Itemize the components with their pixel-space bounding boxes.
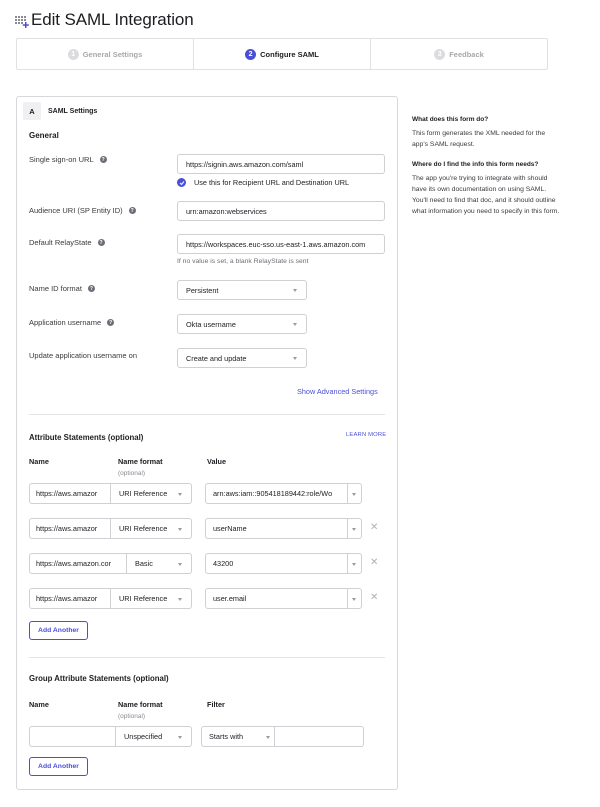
attribute-format-value: URI Reference	[119, 489, 168, 498]
chevron-down-icon	[266, 736, 270, 739]
chevron-down-icon	[293, 323, 297, 326]
app-username-label-text: Application username	[29, 318, 102, 327]
wizard-stepper	[16, 38, 548, 70]
step-label: General Settings	[82, 49, 143, 59]
recipient-url-checkbox-row[interactable]	[177, 178, 349, 187]
attribute-format-value: Basic	[135, 559, 153, 568]
step-configure-saml[interactable]	[194, 39, 371, 69]
help-answer-2: The app you're trying to integrate with should have its own documentation on using SAML. You'll need to find that doc, and it should outline what information you need to specify in this form.	[412, 175, 560, 215]
chevron-down-icon	[178, 528, 182, 531]
group-col-name: Name	[29, 700, 49, 709]
divider	[29, 657, 385, 658]
relay-state-hint: If no value is set, a blank RelayState is sent	[177, 258, 309, 265]
col-name: Name	[29, 457, 49, 466]
chevron-down-icon	[178, 598, 182, 601]
app-username-select[interactable]	[177, 314, 307, 334]
attribute-name-input[interactable]: https://aws.amazon.cor	[29, 553, 127, 574]
attribute-format-select[interactable]	[127, 553, 192, 574]
chevron-down-icon	[352, 563, 356, 566]
group-format-select[interactable]	[116, 726, 192, 747]
name-id-format-label-text: Name ID format	[29, 284, 82, 293]
sso-url-label-text: Single sign-on URL	[29, 155, 94, 164]
attribute-value-dropdown[interactable]	[347, 518, 362, 539]
col-name-format: Name format	[118, 457, 163, 466]
help-icon[interactable]: ?	[109, 319, 113, 326]
relay-state-label	[29, 238, 105, 247]
chevron-down-icon	[178, 563, 182, 566]
help-icon[interactable]: ?	[99, 239, 103, 246]
app-username-label	[29, 318, 114, 327]
help-question-2: Where do I find the info this form needs?	[412, 161, 539, 168]
group-attribute-statements-heading: Group Attribute Statements (optional)	[29, 674, 169, 683]
step-number: 3	[434, 49, 445, 60]
attribute-value-dropdown[interactable]	[347, 553, 362, 574]
attribute-name-input[interactable]: https://aws.amazor	[29, 518, 111, 539]
help-sidebar	[412, 115, 562, 217]
update-username-label	[29, 351, 137, 360]
remove-row-icon[interactable]: ✕	[370, 557, 379, 568]
update-username-value: Create and update	[186, 353, 247, 363]
general-heading: General	[29, 131, 59, 140]
name-id-format-value: Persistent	[186, 285, 219, 295]
sso-url-input[interactable]: https://signin.aws.amazon.com/saml	[177, 154, 385, 174]
page-title	[14, 10, 194, 30]
update-username-label-text: Update application username on	[29, 351, 137, 360]
attribute-format-value: URI Reference	[119, 594, 168, 603]
card-header	[23, 102, 97, 120]
section-badge: A	[23, 102, 41, 120]
name-id-format-select[interactable]	[177, 280, 307, 300]
group-name-input[interactable]	[29, 726, 116, 747]
sso-url-label	[29, 155, 107, 164]
group-col-filter: Filter	[207, 700, 225, 709]
step-number: 1	[68, 49, 79, 60]
attribute-name-input[interactable]: https://aws.amazor	[29, 588, 111, 609]
audience-uri-label-text: Audience URI (SP Entity ID)	[29, 206, 123, 215]
col-value: Value	[207, 457, 227, 466]
page-title-text: Edit SAML Integration	[31, 10, 194, 29]
attribute-format-value: URI Reference	[119, 524, 168, 533]
help-icon[interactable]: ?	[89, 285, 93, 292]
name-id-format-label	[29, 284, 95, 293]
attribute-name-input[interactable]: https://aws.amazor	[29, 483, 111, 504]
chevron-down-icon	[178, 736, 182, 739]
chevron-down-icon	[352, 493, 356, 496]
step-label: Feedback	[449, 49, 484, 59]
group-format-value: Unspecified	[124, 732, 163, 741]
add-group-attribute-button[interactable]: Add Another	[29, 757, 88, 776]
add-attribute-button[interactable]: Add Another	[29, 621, 88, 640]
learn-more-link[interactable]: LEARN MORE	[346, 432, 387, 438]
chevron-down-icon	[178, 493, 182, 496]
remove-row-icon[interactable]: ✕	[370, 592, 379, 603]
attribute-value-input[interactable]: userName	[205, 518, 348, 539]
app-grid-plus-icon	[14, 13, 30, 29]
group-filter-value-input[interactable]	[275, 726, 364, 747]
step-general-settings[interactable]	[17, 39, 194, 69]
help-icon[interactable]: ?	[130, 207, 134, 214]
attribute-value-input[interactable]: arn:aws:iam::905418189442:role/Wo	[205, 483, 348, 504]
attribute-format-select[interactable]	[111, 518, 192, 539]
app-username-value: Okta username	[186, 319, 236, 329]
help-question-1: What does this form do?	[412, 116, 489, 123]
attribute-value-dropdown[interactable]	[347, 483, 362, 504]
chevron-down-icon	[352, 598, 356, 601]
saml-settings-card	[16, 96, 398, 790]
update-username-select[interactable]	[177, 348, 307, 368]
chevron-down-icon	[293, 289, 297, 292]
attribute-statements-heading: Attribute Statements (optional)	[29, 433, 144, 442]
attribute-value-dropdown[interactable]	[347, 588, 362, 609]
audience-uri-label	[29, 206, 136, 215]
checkbox-checked-icon[interactable]	[177, 178, 186, 187]
chevron-down-icon	[352, 528, 356, 531]
attribute-format-select[interactable]	[111, 588, 192, 609]
step-feedback[interactable]	[371, 39, 547, 69]
show-advanced-settings-link[interactable]: Show Advanced Settings	[297, 387, 378, 396]
group-col-name-format-optional: (optional)	[118, 713, 146, 720]
help-answer-1: This form generates the XML needed for the app's SAML request.	[412, 130, 546, 148]
recipient-url-checkbox-label: Use this for Recipient URL and Destination URL	[194, 178, 350, 187]
step-number: 2	[245, 49, 256, 60]
group-filter-type-select[interactable]	[201, 726, 275, 747]
divider	[29, 414, 385, 415]
remove-row-icon[interactable]: ✕	[370, 522, 379, 533]
attribute-value-input[interactable]: user.email	[205, 588, 348, 609]
group-filter-type-value: Starts with	[209, 732, 244, 741]
group-col-name-format: Name format	[118, 700, 163, 709]
attribute-value-input[interactable]: 43200	[205, 553, 348, 574]
audience-uri-input[interactable]: urn:amazon:webservices	[177, 201, 385, 221]
attribute-format-select[interactable]	[111, 483, 192, 504]
chevron-down-icon	[293, 357, 297, 360]
step-label: Configure SAML	[260, 49, 319, 59]
col-name-format-optional: (optional)	[118, 470, 146, 477]
relay-state-input[interactable]: https://workspaces.euc-sso.us-east-1.aws.amazon.com	[177, 234, 385, 254]
card-title: SAML Settings	[48, 107, 98, 115]
relay-state-label-text: Default RelayState	[29, 238, 92, 247]
help-icon[interactable]: ?	[101, 156, 105, 163]
